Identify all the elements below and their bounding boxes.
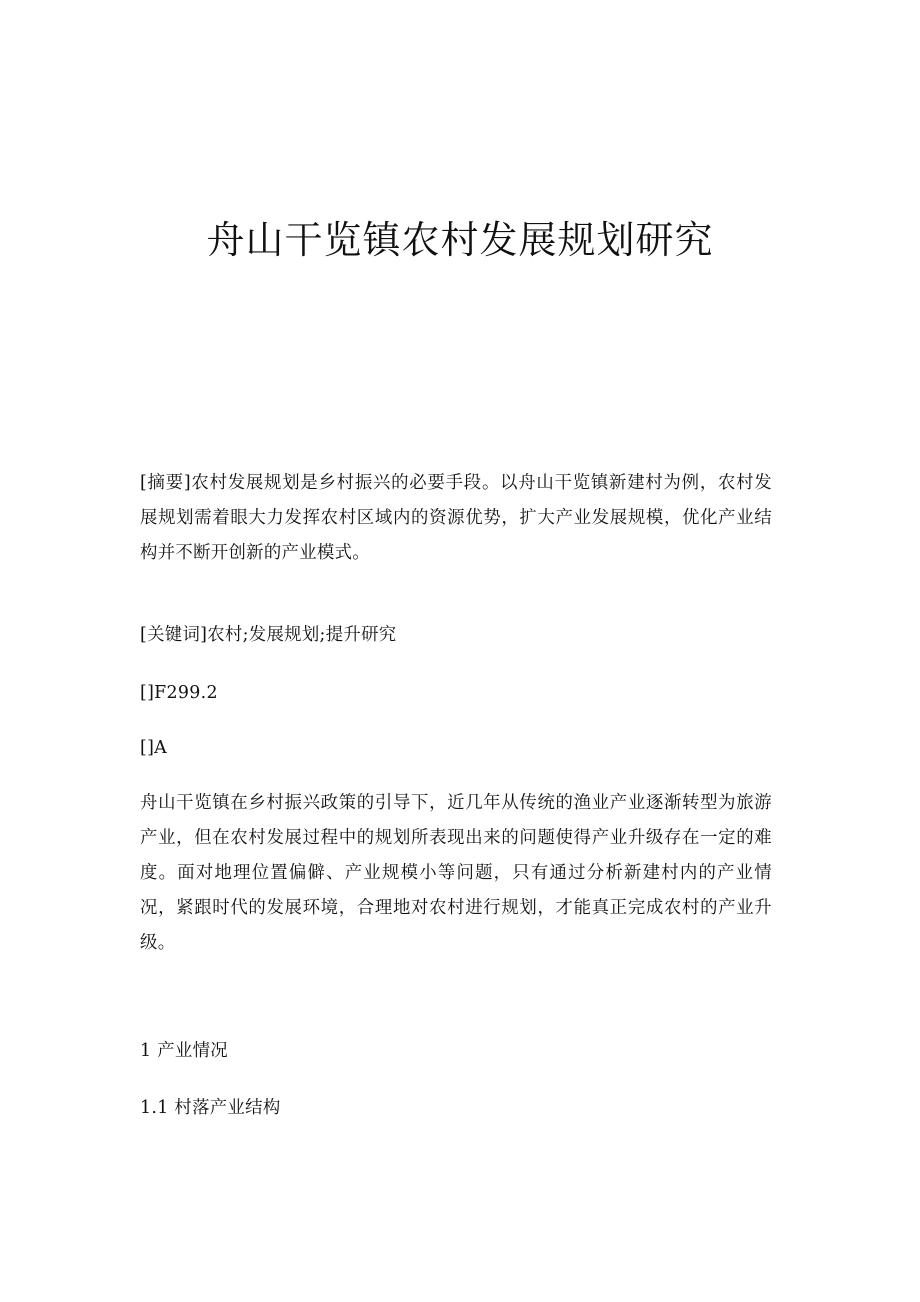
keywords-line: [关键词]农村;发展规划;提升研究 (140, 625, 397, 645)
section-heading: 1 产业情况 (140, 1041, 228, 1061)
intro-paragraph: 舟山干览镇在乡村振兴政策的引导下，近几年从传统的渔业产业逐渐转型为旅游产业，但在农村发展过程中的规划所表现出来的问题使得产业升级存在一定的难度。面对地理位置偏僻、产业规模小等问题，只有通过分析新建村内的产业情况，紧跟时代的发展环境，合理地对农村进行规划，才能真正完成农村的产业升级。 (140, 793, 772, 953)
subsection-heading: 1.1 村落产业结构 (140, 1098, 281, 1118)
document-title: 舟山干览镇农村发展规划研究 (206, 218, 714, 262)
classification-number: []F299.2 (140, 683, 218, 703)
abstract-paragraph: [摘要]农村发展规划是乡村振兴的必要手段。以舟山干览镇新建村为例，农村发展规划需着眼大力发挥农村区域内的资源优势，扩大产业发展规模，优化产业结构并不断开创新的产业模式。 (140, 473, 772, 563)
document-code: []A (140, 738, 168, 758)
